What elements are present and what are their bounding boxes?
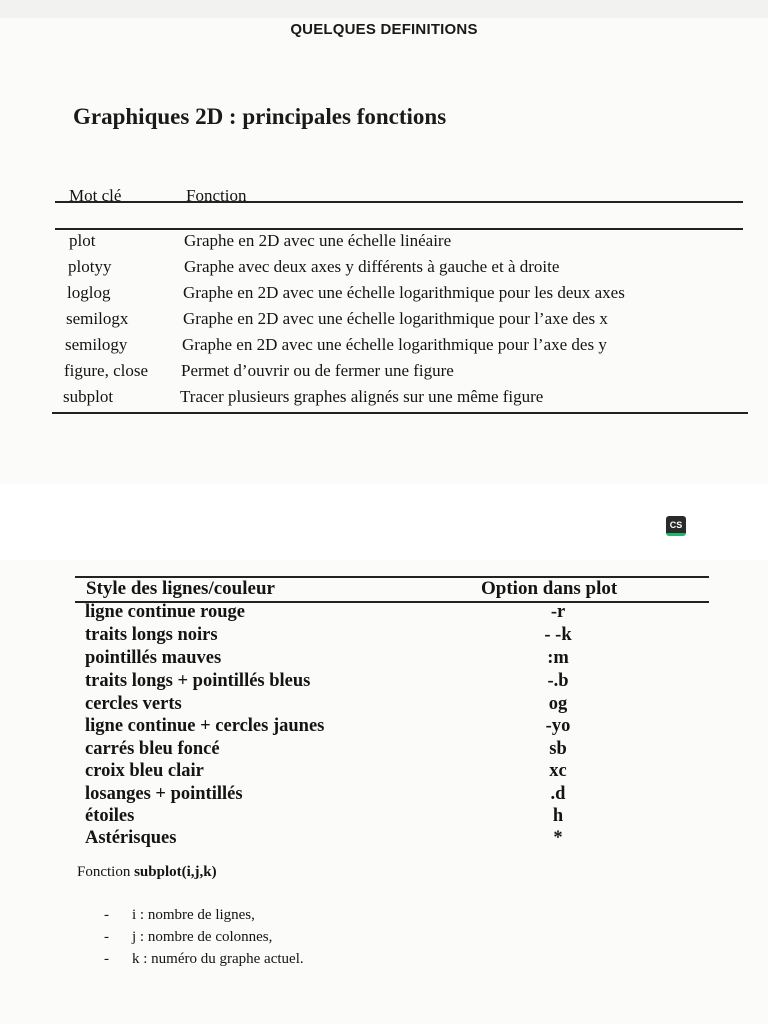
camscanner-logo-icon: CS: [666, 516, 686, 536]
subplot-prefix: Fonction: [77, 864, 135, 880]
function-cell: Graphe avec deux axes y différents à gauche et à droite: [184, 257, 560, 276]
style-cell: ligne continue + cercles jaunes: [85, 716, 325, 736]
keyword-cell: loglog: [67, 283, 111, 302]
page-gap: [0, 484, 768, 560]
bullet-dash: -: [104, 951, 109, 967]
style-cell: cercles verts: [85, 694, 182, 714]
option-cell: -yo: [545, 716, 571, 736]
option-cell: og: [548, 694, 568, 714]
list-item-text: i : nombre de lignes,: [132, 907, 255, 923]
table-row: [0, 283, 768, 309]
page-title: Graphiques 2D : principales fonctions: [73, 104, 447, 129]
table-row: [0, 602, 768, 625]
keyword-cell: plotyy: [68, 257, 112, 276]
style-cell: carrés bleu foncé: [85, 739, 220, 759]
style-cell: traits longs + pointillés bleus: [85, 671, 311, 691]
column-header-keyword: Mot clé: [69, 186, 122, 205]
section-title: QUELQUES DEFINITIONS: [290, 21, 478, 38]
table-row: [0, 309, 768, 335]
style-cell: losanges + pointillés: [85, 784, 243, 804]
bullet-dash: -: [104, 929, 109, 945]
keyword-cell: subplot: [63, 387, 114, 406]
table-row: [0, 671, 768, 694]
table-top-rule: [55, 201, 743, 203]
table-row: [0, 625, 768, 648]
keyword-cell: figure, close: [64, 361, 149, 380]
column-header-option: Option dans plot: [481, 578, 618, 599]
style-cell: étoiles: [85, 806, 135, 826]
column-header-style: Style des lignes/couleur: [86, 578, 275, 599]
list-item-text: j : nombre de colonnes,: [132, 929, 273, 945]
style-cell: traits longs noirs: [85, 625, 218, 645]
function-cell: Graphe en 2D avec une échelle linéaire: [184, 231, 452, 250]
table-row: [0, 761, 768, 784]
option-cell: h: [552, 806, 564, 826]
option-cell: -r: [550, 602, 566, 622]
function-cell: Graphe en 2D avec une échelle logarithmique pour l’axe des y: [182, 335, 607, 354]
option-cell: *: [553, 828, 563, 848]
table-row: [0, 257, 768, 283]
keyword-cell: plot: [69, 231, 96, 250]
style-cell: pointillés mauves: [85, 648, 222, 668]
bullet-dash: -: [104, 907, 109, 923]
function-cell: Graphe en 2D avec une échelle logarithmique pour les deux axes: [183, 283, 625, 302]
style-cell: ligne continue rouge: [85, 602, 245, 622]
function-cell: Permet d’ouvrir ou de fermer une figure: [181, 361, 454, 380]
table-row: [0, 361, 768, 387]
option-cell: sb: [549, 739, 567, 759]
table-row: [0, 387, 768, 413]
list-item: [104, 929, 272, 946]
option-cell: -.b: [547, 671, 569, 691]
table-bottom-rule: [52, 412, 748, 414]
option-cell: - -k: [544, 625, 572, 645]
option-cell: :m: [547, 648, 569, 668]
style-cell: croix bleu clair: [85, 761, 204, 781]
option-cell: .d: [550, 784, 566, 804]
option-cell: xc: [549, 761, 567, 781]
keyword-cell: semilogy: [65, 335, 128, 354]
style-cell: Astérisques: [85, 828, 177, 848]
table-row: [0, 739, 768, 762]
table-row: [0, 828, 768, 851]
subplot-heading: [77, 864, 217, 881]
table-row: [0, 231, 768, 257]
table-header-rule: [55, 228, 743, 230]
list-item-text: k : numéro du graphe actuel.: [132, 951, 304, 967]
table-row: [0, 694, 768, 717]
table-row: [0, 806, 768, 829]
subplot-signature: subplot(i,j,k): [134, 864, 217, 880]
function-cell: Graphe en 2D avec une échelle logarithmique pour l’axe des x: [183, 309, 608, 328]
keyword-cell: semilogx: [66, 309, 129, 328]
table-row: [0, 784, 768, 807]
list-item: [104, 907, 255, 924]
list-item: [104, 951, 304, 968]
table-row: [0, 335, 768, 361]
function-cell: Tracer plusieurs graphes alignés sur une même figure: [180, 387, 544, 406]
table-row: [0, 648, 768, 671]
column-header-function: Fonction: [186, 186, 247, 205]
table-row: [0, 716, 768, 739]
